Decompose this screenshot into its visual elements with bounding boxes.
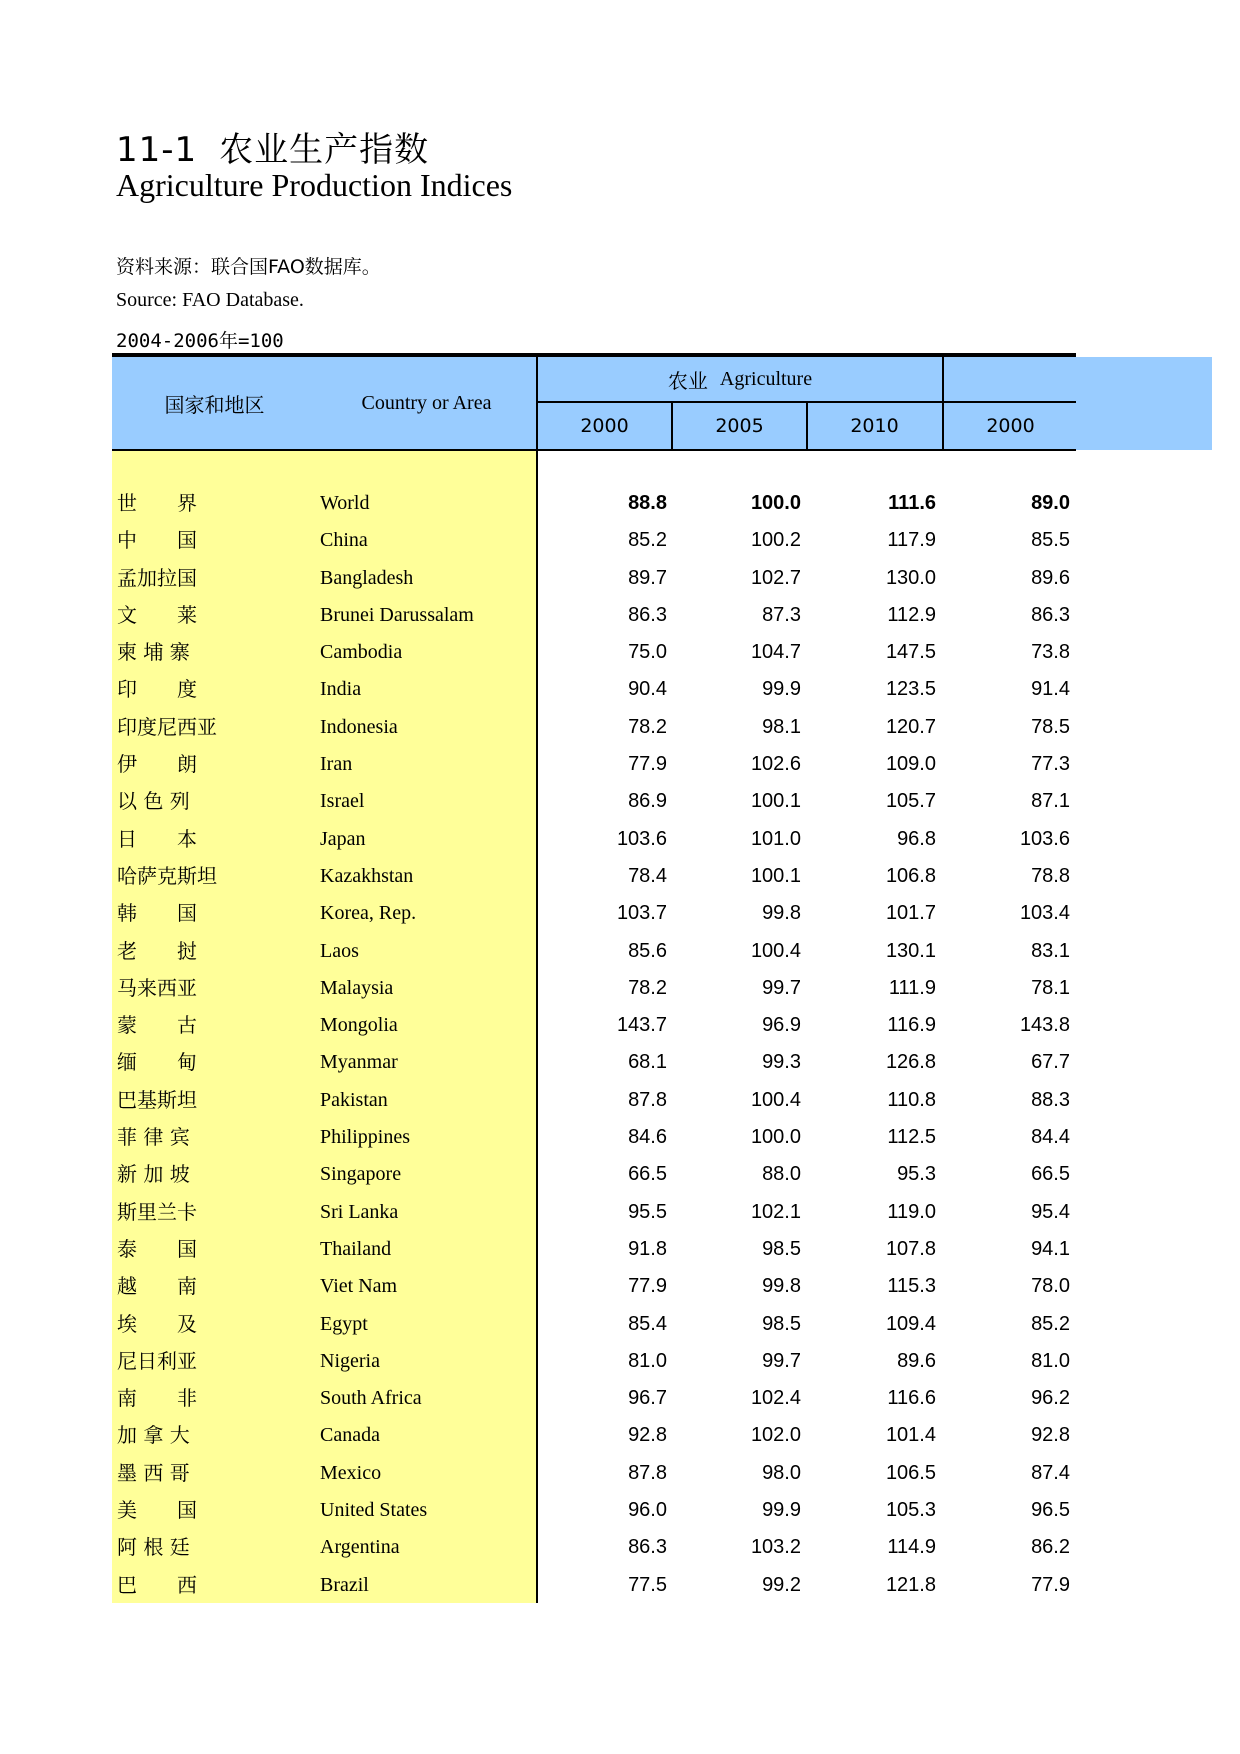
value-2005-agriculture: 96.9 xyxy=(762,1014,801,1037)
value-2000-agriculture: 68.1 xyxy=(628,1051,667,1074)
country-name-zh: 日 本 xyxy=(117,826,197,851)
value-2000-next-group: 96.5 xyxy=(1031,1499,1070,1522)
country-name-zh: 柬 埔 寨 xyxy=(117,640,190,665)
value-2005-agriculture: 98.5 xyxy=(762,1312,801,1335)
base-period-note: 2004-2006年=100 xyxy=(116,330,284,352)
country-name-zh: 巴基斯坦 xyxy=(117,1087,197,1112)
value-2000-agriculture: 87.8 xyxy=(628,1461,667,1484)
value-2000-next-group: 78.5 xyxy=(1031,715,1070,738)
table-row xyxy=(112,1343,1076,1380)
country-name-en: Kazakhstan xyxy=(320,864,414,887)
value-2000-agriculture: 95.5 xyxy=(628,1200,667,1223)
value-2000-next-group: 143.8 xyxy=(1019,1014,1070,1037)
value-2000-next-group: 88.3 xyxy=(1031,1088,1070,1111)
value-2005-agriculture: 88.0 xyxy=(762,1163,801,1186)
country-name-en: South Africa xyxy=(320,1387,422,1410)
country-name-zh: 韩 国 xyxy=(117,901,197,926)
country-name-zh: 马来西亚 xyxy=(117,975,197,1000)
value-2005-agriculture: 102.4 xyxy=(750,1387,801,1410)
value-2005-agriculture: 99.3 xyxy=(762,1051,801,1074)
value-2000-agriculture: 89.7 xyxy=(628,566,667,589)
country-name-zh: 哈萨克斯坦 xyxy=(117,863,217,888)
value-2000-agriculture: 77.5 xyxy=(628,1573,667,1596)
value-2010-agriculture: 147.5 xyxy=(885,641,936,664)
value-2005-agriculture: 102.7 xyxy=(750,566,801,589)
value-2005-agriculture: 100.4 xyxy=(750,939,801,962)
value-2005-agriculture: 99.9 xyxy=(762,678,801,701)
value-2000-next-group: 86.2 xyxy=(1031,1536,1070,1559)
value-2000-agriculture: 78.2 xyxy=(628,715,667,738)
country-name-en: World xyxy=(320,492,370,514)
value-2005-agriculture: 102.1 xyxy=(750,1200,801,1223)
country-name-en: Pakistan xyxy=(320,1088,388,1111)
country-name-zh: 尼日利亚 xyxy=(117,1348,197,1373)
country-name-en: Viet Nam xyxy=(320,1275,398,1298)
value-2000-agriculture: 66.5 xyxy=(628,1163,667,1186)
value-2000-next-group: 85.5 xyxy=(1031,529,1070,552)
value-2000-agriculture: 75.0 xyxy=(628,641,667,664)
value-2005-agriculture: 99.8 xyxy=(762,902,801,925)
country-name-zh: 缅 甸 xyxy=(117,1050,197,1075)
value-2010-agriculture: 116.6 xyxy=(887,1387,936,1410)
value-2000-agriculture: 90.4 xyxy=(628,678,667,701)
value-2000-next-group: 66.5 xyxy=(1031,1163,1070,1186)
value-2000-next-group: 67.7 xyxy=(1031,1051,1070,1074)
page-title-en: Agriculture Production Indices xyxy=(116,167,513,203)
table-row xyxy=(112,821,1076,858)
country-name-zh: 埃 及 xyxy=(117,1311,197,1336)
country-name-zh: 美 国 xyxy=(117,1498,197,1523)
value-2000-agriculture: 91.8 xyxy=(628,1237,667,1260)
value-2000-agriculture: 96.7 xyxy=(628,1387,667,1410)
country-name-zh: 孟加拉国 xyxy=(117,565,197,590)
country-name-en: Argentina xyxy=(320,1536,400,1559)
title-zh-text: 农业生产指数 xyxy=(219,130,430,170)
value-2010-agriculture: 119.0 xyxy=(887,1200,936,1223)
value-2000-next-group: 73.8 xyxy=(1031,641,1070,664)
value-2005-agriculture: 102.0 xyxy=(750,1424,801,1447)
value-2000-next-group: 83.1 xyxy=(1031,939,1070,962)
value-2000-next-group: 77.9 xyxy=(1031,1573,1070,1596)
country-name-en: Singapore xyxy=(320,1163,402,1186)
value-2000-agriculture: 86.3 xyxy=(628,603,667,626)
value-2000-agriculture: 77.9 xyxy=(628,1275,667,1298)
country-name-en: Egypt xyxy=(320,1312,368,1335)
value-2000-agriculture: 85.6 xyxy=(628,939,667,962)
country-name-zh: 加 拿 大 xyxy=(117,1423,190,1448)
value-2010-agriculture: 126.8 xyxy=(885,1051,936,1074)
source-note-zh: 资料来源：联合国FAO数据库。 xyxy=(116,256,381,278)
value-2005-agriculture: 102.6 xyxy=(750,753,801,776)
group-label-en: Agriculture xyxy=(719,367,813,390)
table-row xyxy=(112,1306,1076,1343)
column-header-country-en: Country or Area xyxy=(361,391,492,414)
country-name-zh: 印度尼西亚 xyxy=(117,714,217,739)
value-2000-next-group: 95.4 xyxy=(1031,1200,1070,1223)
country-name-en: Nigeria xyxy=(320,1349,380,1372)
country-name-zh: 泰 国 xyxy=(117,1236,197,1261)
country-name-en: Sri Lanka xyxy=(320,1200,399,1223)
value-2005-agriculture: 100.4 xyxy=(750,1088,801,1111)
value-2000-next-group: 103.6 xyxy=(1019,827,1070,850)
table-row xyxy=(112,671,1076,708)
page-title-zh xyxy=(116,122,429,171)
country-name-en: Canada xyxy=(320,1424,380,1447)
table-row xyxy=(112,560,1076,597)
table-row xyxy=(112,522,1076,559)
country-name-en: Mexico xyxy=(320,1461,382,1484)
value-2010-agriculture: 121.8 xyxy=(885,1573,936,1596)
value-2010-agriculture: 112.9 xyxy=(887,603,936,626)
value-2000-next-group: 92.8 xyxy=(1031,1424,1070,1447)
value-2000-next-group: 89.0 xyxy=(1031,492,1070,514)
table-row xyxy=(112,1119,1076,1156)
country-name-zh: 墨 西 哥 xyxy=(117,1460,190,1485)
value-2000-next-group: 103.4 xyxy=(1019,902,1070,925)
value-2000-next-group: 78.8 xyxy=(1031,864,1070,887)
value-2000-agriculture: 86.3 xyxy=(628,1536,667,1559)
country-name-en: Indonesia xyxy=(320,715,398,738)
country-name-en: Philippines xyxy=(320,1126,411,1149)
value-2005-agriculture: 99.7 xyxy=(762,1349,801,1372)
value-2005-agriculture: 104.7 xyxy=(750,641,801,664)
value-2000-next-group: 81.0 xyxy=(1031,1349,1070,1372)
value-2010-agriculture: 109.0 xyxy=(885,753,936,776)
value-2010-agriculture: 109.4 xyxy=(885,1312,936,1335)
country-name-en: Bangladesh xyxy=(320,566,414,589)
value-2005-agriculture: 101.0 xyxy=(750,827,801,850)
country-name-zh: 世 界 xyxy=(117,491,197,515)
table-row xyxy=(112,1567,1076,1604)
country-name-en: Mongolia xyxy=(320,1014,398,1037)
value-2000-next-group: 78.0 xyxy=(1031,1275,1070,1298)
value-2000-agriculture: 85.2 xyxy=(628,529,667,552)
column-group-agriculture xyxy=(538,357,942,401)
value-2005-agriculture: 100.0 xyxy=(750,1126,801,1149)
value-2000-next-group: 86.3 xyxy=(1031,603,1070,626)
column-header-year: 2010 xyxy=(850,415,899,437)
value-2000-next-group: 89.6 xyxy=(1031,566,1070,589)
column-header-year: 2000 xyxy=(986,415,1035,437)
country-name-zh: 阿 根 廷 xyxy=(117,1535,190,1560)
country-name-en: Cambodia xyxy=(320,641,403,664)
table-row xyxy=(112,485,1076,522)
source-note-en: Source: FAO Database. xyxy=(116,289,304,311)
country-name-en: Myanmar xyxy=(320,1051,398,1074)
value-2000-next-group: 96.2 xyxy=(1031,1387,1070,1410)
table-body xyxy=(112,485,1076,1604)
table-row xyxy=(112,1417,1076,1454)
country-name-zh: 巴 西 xyxy=(117,1572,197,1597)
value-2010-agriculture: 106.5 xyxy=(885,1461,936,1484)
value-2000-next-group: 77.3 xyxy=(1031,753,1070,776)
country-name-en: United States xyxy=(320,1499,428,1522)
value-2005-agriculture: 100.2 xyxy=(750,529,801,552)
value-2000-agriculture: 92.8 xyxy=(628,1424,667,1447)
value-2005-agriculture: 99.8 xyxy=(762,1275,801,1298)
value-2000-next-group: 85.2 xyxy=(1031,1312,1070,1335)
value-2005-agriculture: 98.0 xyxy=(762,1461,801,1484)
table-row xyxy=(112,1044,1076,1081)
table-row xyxy=(112,858,1076,895)
value-2000-agriculture: 78.2 xyxy=(628,976,667,999)
value-2005-agriculture: 99.9 xyxy=(762,1499,801,1522)
country-name-zh: 以 色 列 xyxy=(117,789,190,814)
country-name-en: Japan xyxy=(320,827,366,850)
value-2005-agriculture: 98.1 xyxy=(762,715,801,738)
table-row xyxy=(112,1268,1076,1305)
value-2010-agriculture: 117.9 xyxy=(887,529,936,552)
value-2000-next-group: 91.4 xyxy=(1031,678,1070,701)
table-row xyxy=(112,597,1076,634)
country-name-en: Brunei Darussalam xyxy=(320,603,474,626)
value-2010-agriculture: 130.0 xyxy=(885,566,936,589)
country-name-en: Korea, Rep. xyxy=(320,902,417,925)
value-2010-agriculture: 111.6 xyxy=(888,492,936,514)
value-2005-agriculture: 87.3 xyxy=(762,603,801,626)
value-2010-agriculture: 130.1 xyxy=(885,939,936,962)
value-2010-agriculture: 107.8 xyxy=(885,1237,936,1260)
country-name-zh: 伊 朗 xyxy=(117,752,197,777)
table-row xyxy=(112,709,1076,746)
country-name-zh: 南 非 xyxy=(117,1386,197,1411)
table-row xyxy=(112,933,1076,970)
value-2005-agriculture: 100.1 xyxy=(750,790,801,813)
country-name-en: India xyxy=(320,678,362,701)
country-name-en: Iran xyxy=(320,753,353,776)
value-2005-agriculture: 100.1 xyxy=(750,864,801,887)
value-2010-agriculture: 116.9 xyxy=(887,1014,936,1037)
value-2005-agriculture: 100.0 xyxy=(750,492,801,514)
country-name-zh: 斯里兰卡 xyxy=(117,1199,197,1224)
value-2000-agriculture: 96.0 xyxy=(628,1499,667,1522)
value-2005-agriculture: 103.2 xyxy=(750,1536,801,1559)
country-name-en: Brazil xyxy=(320,1573,369,1596)
value-2010-agriculture: 96.8 xyxy=(897,827,936,850)
country-name-zh: 中 国 xyxy=(117,528,197,553)
value-2005-agriculture: 98.5 xyxy=(762,1237,801,1260)
table-row xyxy=(112,634,1076,671)
value-2010-agriculture: 95.3 xyxy=(897,1163,936,1186)
table-row xyxy=(112,1529,1076,1566)
table-row xyxy=(112,1082,1076,1119)
value-2010-agriculture: 105.7 xyxy=(885,790,936,813)
value-2000-agriculture: 103.6 xyxy=(616,827,667,850)
country-name-zh: 文 莱 xyxy=(117,602,197,627)
value-2010-agriculture: 105.3 xyxy=(885,1499,936,1522)
value-2010-agriculture: 110.8 xyxy=(887,1088,936,1111)
value-2010-agriculture: 114.9 xyxy=(887,1536,936,1559)
value-2000-agriculture: 87.8 xyxy=(628,1088,667,1111)
country-name-en: Thailand xyxy=(320,1237,392,1260)
value-2000-next-group: 87.4 xyxy=(1031,1461,1070,1484)
value-2000-agriculture: 81.0 xyxy=(628,1349,667,1372)
table-row xyxy=(112,970,1076,1007)
country-name-en: Israel xyxy=(320,790,365,813)
table-row xyxy=(112,1194,1076,1231)
value-2010-agriculture: 112.5 xyxy=(887,1126,936,1149)
table-row xyxy=(112,1492,1076,1529)
table-row xyxy=(112,1231,1076,1268)
value-2010-agriculture: 115.3 xyxy=(887,1275,936,1298)
table-row xyxy=(112,895,1076,932)
value-2000-agriculture: 86.9 xyxy=(628,790,667,813)
table-row xyxy=(112,1380,1076,1417)
value-2010-agriculture: 89.6 xyxy=(897,1349,936,1372)
value-2000-next-group: 78.1 xyxy=(1031,976,1070,999)
country-name-zh: 菲 律 宾 xyxy=(117,1125,190,1150)
table-row xyxy=(112,1156,1076,1193)
value-2000-next-group: 84.4 xyxy=(1031,1126,1070,1149)
value-2000-agriculture: 84.6 xyxy=(628,1126,667,1149)
column-header-year: 2000 xyxy=(580,415,629,437)
table-row xyxy=(112,783,1076,820)
country-name-en: China xyxy=(320,529,368,552)
value-2005-agriculture: 99.7 xyxy=(762,976,801,999)
table-number: 11-1 xyxy=(116,130,198,170)
value-2000-agriculture: 103.7 xyxy=(616,902,667,925)
value-2005-agriculture: 99.2 xyxy=(762,1573,801,1596)
value-2010-agriculture: 101.7 xyxy=(885,902,936,925)
value-2010-agriculture: 111.9 xyxy=(888,976,936,999)
value-2010-agriculture: 106.8 xyxy=(885,864,936,887)
table-row xyxy=(112,1455,1076,1492)
group-label-zh: 农业 xyxy=(667,368,708,393)
value-2000-next-group: 94.1 xyxy=(1031,1237,1070,1260)
value-2000-agriculture: 77.9 xyxy=(628,753,667,776)
column-header-country-zh: 国家和地区 xyxy=(164,392,265,417)
country-name-zh: 印 度 xyxy=(117,677,197,702)
value-2000-next-group: 87.1 xyxy=(1031,790,1070,813)
country-name-en: Laos xyxy=(320,939,359,962)
table-row xyxy=(112,746,1076,783)
value-2000-agriculture: 88.8 xyxy=(628,492,667,514)
value-2010-agriculture: 120.7 xyxy=(885,715,936,738)
country-name-zh: 蒙 古 xyxy=(117,1013,197,1038)
country-name-zh: 新 加 坡 xyxy=(117,1162,190,1187)
value-2000-agriculture: 85.4 xyxy=(628,1312,667,1335)
value-2000-agriculture: 143.7 xyxy=(616,1014,667,1037)
country-name-zh: 越 南 xyxy=(117,1274,197,1299)
value-2000-agriculture: 78.4 xyxy=(628,864,667,887)
column-header-year: 2005 xyxy=(715,415,764,437)
table-row xyxy=(112,1007,1076,1044)
country-name-zh: 老 挝 xyxy=(117,938,197,963)
country-name-en: Malaysia xyxy=(320,976,394,999)
value-2010-agriculture: 101.4 xyxy=(885,1424,936,1447)
value-2010-agriculture: 123.5 xyxy=(885,678,936,701)
